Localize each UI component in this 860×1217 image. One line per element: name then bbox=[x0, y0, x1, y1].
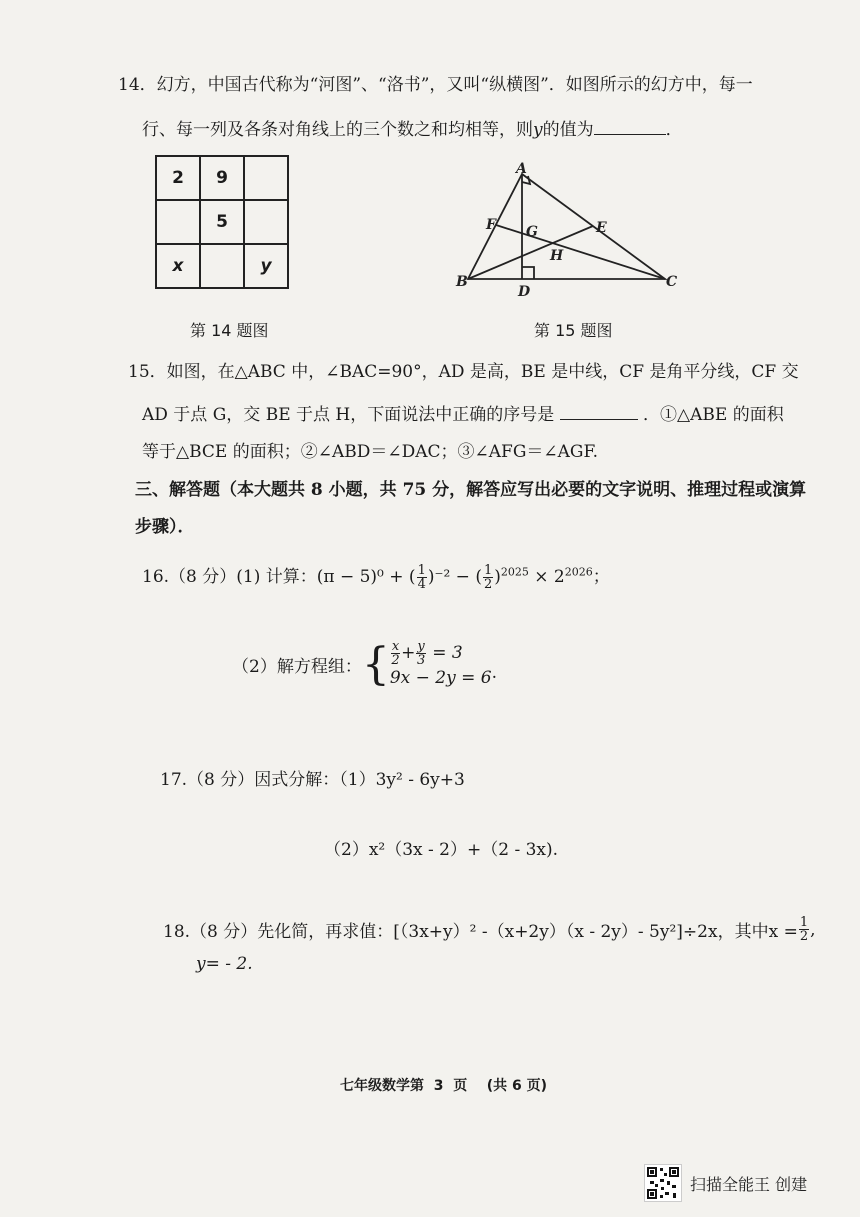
frac-den: 2 bbox=[483, 577, 493, 592]
q15-answer-blank bbox=[560, 419, 638, 420]
q17-line1: 17.（8 分）因式分解：（1）3y² - 6y+3 bbox=[160, 770, 465, 790]
fraction-x-over-2 bbox=[391, 640, 400, 667]
exponent: 2026 bbox=[564, 565, 593, 579]
frac-den: 4 bbox=[417, 577, 426, 592]
label-f: F bbox=[486, 217, 496, 233]
q14-magic-square bbox=[155, 155, 289, 289]
equation-1 bbox=[390, 640, 492, 667]
q15-caption: 第 15 题图 bbox=[534, 321, 613, 340]
q14-var: y bbox=[533, 120, 543, 140]
frac-den: 3 bbox=[416, 653, 426, 668]
q17-line2: （2）x²（3x - 2）+（2 - 3x). bbox=[324, 840, 559, 860]
exponent: 2025 bbox=[500, 565, 529, 579]
magic-cell bbox=[200, 244, 244, 288]
label-e: E bbox=[596, 220, 607, 236]
label-d: D bbox=[518, 284, 531, 300]
equation-2: 9x − 2y = 6 bbox=[389, 668, 492, 688]
fraction-one-half bbox=[483, 564, 493, 591]
page-footer: 七年级数学第 3 页 (共 6 页) bbox=[340, 1078, 548, 1094]
magic-cell bbox=[156, 200, 200, 244]
frac-den: 2 bbox=[391, 653, 400, 668]
q14-answer-blank bbox=[594, 134, 666, 135]
qr-code-icon bbox=[644, 1164, 682, 1202]
q15-triangle-figure bbox=[450, 162, 690, 302]
magic-row bbox=[156, 200, 288, 244]
magic-cell: 5 bbox=[200, 200, 244, 244]
section3-heading: 三、解答题（本大题共 8 小题，共 75 分，解答应写出必要的文字说明、推理过程或演算 bbox=[135, 480, 807, 500]
q16-expr: (π − 5)⁰ + ( bbox=[316, 567, 416, 587]
q16-part2 bbox=[232, 640, 497, 689]
q18-line1 bbox=[163, 916, 816, 943]
qr-code-graphic bbox=[645, 1165, 681, 1201]
q14-line1: 14．幻方，中国古代称为“河图”、“洛书”，又叫“纵横图”．如图所示的幻方中，每一 bbox=[118, 75, 753, 95]
label-c: C bbox=[666, 274, 678, 290]
fraction-y-over-3 bbox=[416, 640, 425, 667]
q16-expr: ； bbox=[592, 567, 610, 587]
frac-num: 1 bbox=[799, 915, 809, 930]
q15-line2 bbox=[142, 400, 784, 425]
q14-period: ． bbox=[665, 120, 683, 140]
frac-num: y bbox=[417, 639, 425, 654]
q16-part2-end: . bbox=[491, 663, 497, 683]
frac-num: 1 bbox=[417, 563, 426, 578]
right-angle-mark-d bbox=[522, 267, 534, 279]
q14-line2-text: 行、每一列及各条对角线上的三个数之和均相等，则 bbox=[142, 120, 533, 140]
q14-caption: 第 14 题图 bbox=[190, 321, 269, 340]
frac-den: 2 bbox=[799, 929, 809, 944]
frac-num: 1 bbox=[483, 563, 493, 578]
q16-part1 bbox=[142, 562, 610, 591]
magic-cell bbox=[244, 156, 288, 200]
label-b: B bbox=[456, 274, 468, 290]
q16-part1-prefix: 16.（8 分）(1) 计算： bbox=[142, 567, 317, 587]
scanner-watermark: 扫描全能王 创建 bbox=[690, 1175, 808, 1194]
magic-cell: x bbox=[156, 244, 200, 288]
q14-line2-end: 的值为 bbox=[542, 120, 594, 140]
magic-cell: y bbox=[244, 244, 288, 288]
triangle-abc bbox=[468, 174, 665, 279]
magic-cell: 9 bbox=[200, 156, 244, 200]
magic-row bbox=[156, 244, 288, 288]
q15-line2-options: ．①△ABE 的面积 bbox=[643, 405, 784, 425]
magic-cell: 2 bbox=[156, 156, 200, 200]
q18-end: , bbox=[810, 919, 816, 940]
magic-cell bbox=[244, 200, 288, 244]
q14-line2 bbox=[142, 115, 683, 140]
fraction-one-half bbox=[799, 916, 809, 943]
q18-line2: y= - 2. bbox=[196, 954, 253, 974]
equation-system bbox=[390, 640, 492, 689]
q15-line1: 15．如图，在△ABC 中，∠BAC=90°，AD 是高，BE 是中线，CF 是角平分线，CF 交 bbox=[128, 362, 799, 382]
equation-rhs: = 3 bbox=[432, 643, 463, 663]
label-h: H bbox=[550, 248, 564, 264]
label-a: A bbox=[516, 162, 527, 177]
plus-sign: + bbox=[401, 643, 416, 663]
label-g: G bbox=[526, 224, 538, 240]
q16-expr: ) bbox=[494, 567, 501, 587]
q16-part2-prefix: （2）解方程组： bbox=[232, 657, 362, 677]
q15-line3: 等于△BCE 的面积；②∠ABD＝∠DAC；③∠AFG＝∠AGF. bbox=[142, 442, 599, 462]
frac-num: x bbox=[391, 639, 400, 654]
system-brace: { bbox=[361, 638, 390, 690]
magic-row bbox=[156, 156, 288, 200]
fraction-one-quarter bbox=[417, 564, 427, 591]
q15-line2-text: AD 于点 G，交 BE 于点 H，下面说法中正确的序号是 bbox=[142, 405, 555, 425]
section3-heading-cont: 步骤）． bbox=[135, 517, 195, 537]
q16-expr: × 2 bbox=[528, 567, 565, 587]
q16-expr: )⁻² − ( bbox=[427, 567, 482, 587]
q18-text: 18.（8 分）先化简，再求值：[（3x+y）² -（x+2y）（x - 2y）- 5y²]÷2x，其中x = bbox=[163, 922, 798, 942]
